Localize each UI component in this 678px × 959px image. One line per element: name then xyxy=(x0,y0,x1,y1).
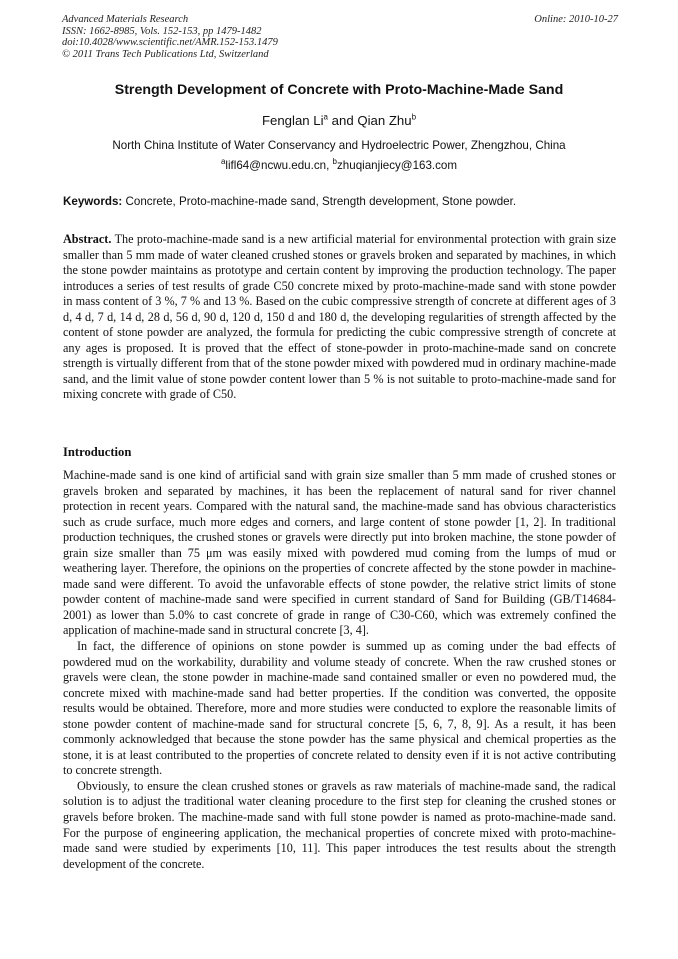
email-address: lifl64@ncwu.edu.cn, xyxy=(225,159,333,172)
abstract-text: The proto-machine-made sand is a new artificial material for environmental protection with grain size smaller than 5 mm made of water cleaned crushed stones or gravels broken and separated by machines, in which the stone powder maintains as prototype and certain content by improving the production technology. The paper introduces a series of test results of grade C50 concrete mixed by proto-machine-made sand with stone powder in mass content of 3 %, 7 % and 13 %. Based on the cubic compressive strength of concrete at different ages of 3 d, 4 d, 7 d, 14 d, 28 d, 56 d, 90 d, 120 d, 150 d and 180 d, the developing regularities of strength affected by the content of stone powder are analyzed, the formula for predicting the cubic compressive strength of concrete at any ages is proposed. It is proved that the effect of stone-powder in proto-machine-made sand on concrete strength is virtually different from that of the stone powder mixed with powdered mud in ordinary machine-made sand, and the limit value of stone powder content lower than 5 % is not suitable to proto-machine-made sand for mixing concrete with grade of C50. xyxy=(63,232,616,402)
email-address: zhuqianjiecy@163.com xyxy=(337,159,458,172)
email-mark: b xyxy=(332,157,337,167)
email-mark: a xyxy=(220,157,226,167)
abstract-label: Abstract. xyxy=(63,232,112,246)
journal-name: Advanced Materials Research xyxy=(62,14,189,25)
author-line xyxy=(0,113,678,128)
author-conjunction: and xyxy=(328,113,358,128)
keywords xyxy=(63,195,619,208)
author-affil-mark: a xyxy=(323,112,328,122)
paper-title: Strength Development of Concrete with Proto-Machine-Made Sand xyxy=(114,82,564,98)
email-line xyxy=(0,159,678,172)
paragraph: Machine-made sand is one kind of artificial sand with grain size smaller than 5 mm made of crushed stones or gravels broken and separated by machines, it has been the replacement of natural sand for river channel protection in recent years. Compared with the natural sand, the machine-made sand has obvious characteristics such as crude surface, much more edges and corners, and large content of stone powder [1, 2]. In traditional production techniques, the crushed stones or gravels were directly put into broken machine, the stone powder of grain size smaller than 75 μm was easily mixed with powdered mud coming from the lumps of mud or weathering layer. Therefore, the opinions on the properties of concrete affected by the stone powder in machine-made sand were different. To avoid the unfavorable effects of stone powder, the relative strict limits of stone powder content of machine-made sand were specified in current standard of Sand for Building (GB/T14684-2001) as lower than 5.0% to cast concrete of grade in range of C30-C60, which was extremely confined the application of machine-made sand in structural concrete [3, 4]. xyxy=(63,468,616,638)
affiliation: North China Institute of Water Conservancy and Hydroelectric Power, Zhengzhou, China xyxy=(112,139,566,152)
section-heading: Introduction xyxy=(63,445,132,459)
author-name: Fenglan Li xyxy=(261,113,324,128)
author-name: Qian Zhu xyxy=(357,113,412,128)
online-date: Online: 2010-10-27 xyxy=(534,14,618,25)
journal-issn: ISSN: 1662-8985, Vols. 152-153, pp 1479-1482 xyxy=(62,25,262,37)
journal-doi: doi:10.4028/www.scientific.net/AMR.152-153.1479 xyxy=(62,37,278,48)
keywords-label: Keywords: xyxy=(63,195,123,208)
author-affil-mark: b xyxy=(411,112,417,122)
keywords-text: Concrete, Proto-machine-made sand, Strength development, Stone powder. xyxy=(122,195,517,208)
journal-copyright: © 2011 Trans Tech Publications Ltd, Switzerland xyxy=(62,48,269,60)
introduction-body xyxy=(63,468,616,872)
paragraph: Obviously, to ensure the clean crushed stones or gravels as raw materials of machine-made sand, the radical solution is to adjust the traditional water cleaning procedure to the first step for cleaning the crushed stones or gravels before broken. The machine-made sand with full stone powder is named as proto-machine-made sand. For the purpose of engineering application, the mechanical properties of concrete mixed with proto-machine-made sand were studied by experiments [10, 11]. This paper introduces the test results about the strength development of the concrete. xyxy=(63,778,616,871)
journal-header xyxy=(62,14,618,60)
paragraph: In fact, the difference of opinions on stone powder is summed up as coming under the bad effects of powdered mud on the workability, durability and volume steady of concrete. When the raw crushed stones or gravels were clean, the stone powder in machine-made sand contained smaller or even no powdered mud, the concrete mixed with machine-made sand had better properties. If the condition was converted, the opposite results would be obtained. Therefore, more and more studies were conducted to explore the reasonable limits of stone powder content of machine-made sand for structural concrete [5, 6, 7, 8, 9]. As a result, it has been commonly acknowledged that because the stone powder has the same physical and chemical properties as the stone, it is at least contributed to the properties of concrete related to density even if it is not active contributing to concrete strength. xyxy=(63,639,616,778)
abstract xyxy=(63,232,616,403)
